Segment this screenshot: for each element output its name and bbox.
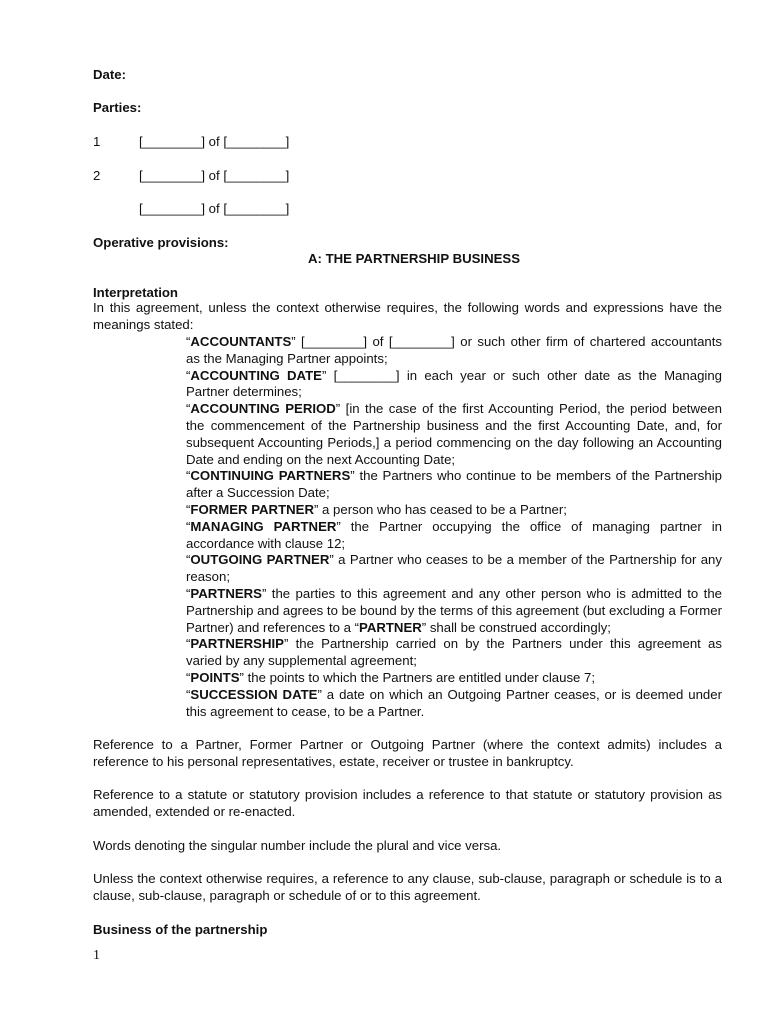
- paragraph: Reference to a Partner, Former Partner or Outgoing Partner (where the context admits) includes a reference to his personal representatives, estate, receiver or trustee in bankruptcy.: [93, 737, 722, 769]
- definition-term: PARTNERSHIP: [190, 636, 284, 652]
- definition-term: OUTGOING PARTNER: [190, 552, 330, 568]
- definition-item: “CONTINUING PARTNERS” the Partners who continue to be members of the Partnership after a Succession Date;: [186, 468, 722, 501]
- definition-item: “MANAGING PARTNER” the Partner occupying the office of managing partner in accordance with clause 12;: [186, 518, 722, 551]
- party-number: 1: [93, 134, 101, 149]
- definition-item: “ACCOUNTING DATE” [________] in each year or such other date as the Managing Partner determines;: [186, 367, 722, 400]
- definition-term: POINTS: [190, 669, 240, 685]
- definition-text: a person who has ceased to be a Partner;: [318, 501, 567, 517]
- definition-term: PARTNER: [359, 619, 422, 635]
- definition-text: the parties to this agreement and any other person who is admitted to the Partnership and agrees to be bound by the terms of this agreement (but excluding a Former Partner) and references to a “: [186, 585, 722, 635]
- definition-term: ACCOUNTING PERIOD: [190, 401, 336, 417]
- operative-provisions-label: Operative provisions:: [93, 235, 229, 250]
- definition-item: “PARTNERS” the parties to this agreement and any other person who is admitted to the Partnership and agrees to be bound by the terms of this agreement (but excluding a Former Partner) and references to a “PARTNER” shall be construed accordingly;: [186, 585, 722, 635]
- interpretation-heading: Interpretation: [93, 285, 178, 300]
- parties-label: Parties:: [93, 100, 142, 115]
- definition-term: ACCOUNTANTS: [190, 334, 292, 349]
- party-text: [________] of [________]: [139, 134, 290, 149]
- definition-text: the Partners who continue to be members of the Partnership after a Succession Date;: [186, 468, 722, 501]
- section-title: A: THE PARTNERSHIP BUSINESS: [307, 251, 520, 266]
- definition-term: CONTINUING PARTNERS: [190, 468, 351, 484]
- definition-text: [in the case of the first Accounting Period, the period between the commencement of the Partnership business and the first Accounting Date, and, for subsequent Accounting Periods,] a period commencing on the day following an Accounting Date and ending on the next Accounting Date;: [186, 401, 722, 467]
- definition-item: “POINTS” the points to which the Partners are entitled under clause 7;: [186, 669, 596, 685]
- definition-item: “SUCCESSION DATE” a date on which an Outgoing Partner ceases, or is deemed under this agreement to cease, to be a Partner.: [186, 686, 722, 719]
- definition-item: “OUTGOING PARTNER” a Partner who ceases to be a member of the Partnership for any reason;: [186, 552, 722, 585]
- party-number: 2: [93, 168, 101, 183]
- definition-term: PARTNERS: [190, 585, 262, 601]
- definitions-list: [186, 334, 722, 720]
- definition-text: [________] in each year or such other date as the Managing Partner determines;: [186, 367, 722, 400]
- definition-text: a date on which an Outgoing Partner ceases, or is deemed under this agreement to cease, to be a Partner.: [186, 686, 722, 719]
- definition-text: the Partnership carried on by the Partners under this agreement as varied by any supplemental agreement;: [186, 636, 722, 669]
- definition-term: SUCCESSION DATE: [190, 686, 318, 702]
- definition-text: a Partner who ceases to be a member of the Partnership for any reason;: [186, 552, 722, 585]
- definition-term: MANAGING PARTNER: [190, 518, 337, 534]
- paragraph: Words denoting the singular number include the plural and vice versa.: [93, 838, 502, 853]
- definition-item: “FORMER PARTNER” a person who has ceased to be a Partner;: [186, 501, 567, 517]
- definition-term: ACCOUNTING DATE: [190, 367, 322, 383]
- paragraph: Reference to a statute or statutory provision includes a reference to that statute or statutory provision as amended, extended or re-enacted.: [93, 787, 722, 819]
- definition-term: FORMER PARTNER: [190, 501, 314, 517]
- definition-text: ” shall be construed accordingly;: [421, 619, 611, 635]
- business-heading: Business of the partnership: [93, 922, 268, 937]
- definition-text: [________] of [________] or such other firm of chartered accountants as the Managing Partner appoints;: [186, 334, 722, 366]
- page-number: 1: [93, 948, 100, 963]
- interpretation-intro: In this agreement, unless the context otherwise requires, the following words and expressions have the meanings stated:: [93, 300, 722, 332]
- definition-item: “ACCOUNTANTS” [________] of [________] or such other firm of chartered accountants as the Managing Partner appoints;: [186, 334, 722, 366]
- definition-item: “PARTNERSHIP” the Partnership carried on by the Partners under this agreement as varied by any supplemental agreement;: [186, 636, 722, 669]
- definition-text: the Partner occupying the office of managing partner in accordance with clause 12;: [186, 518, 722, 551]
- definition-item: “ACCOUNTING PERIOD” [in the case of the first Accounting Period, the period between the commencement of the Partnership business and the first Accounting Date, and, for subsequent Accounting Periods,] a period commencing on the day following an Accounting Date and ending on the next Accounting Date;: [186, 401, 722, 467]
- party-text: [________] of [________]: [139, 168, 290, 183]
- date-label: Date:: [93, 67, 126, 82]
- paragraph: Unless the context otherwise requires, a reference to any clause, sub-clause, paragraph or schedule is to a clause, sub-clause, paragraph or schedule of or to this agreement.: [93, 871, 722, 903]
- definition-text: the points to which the Partners are entitled under clause 7;: [243, 669, 596, 685]
- party-text: [________] of [________]: [139, 201, 290, 216]
